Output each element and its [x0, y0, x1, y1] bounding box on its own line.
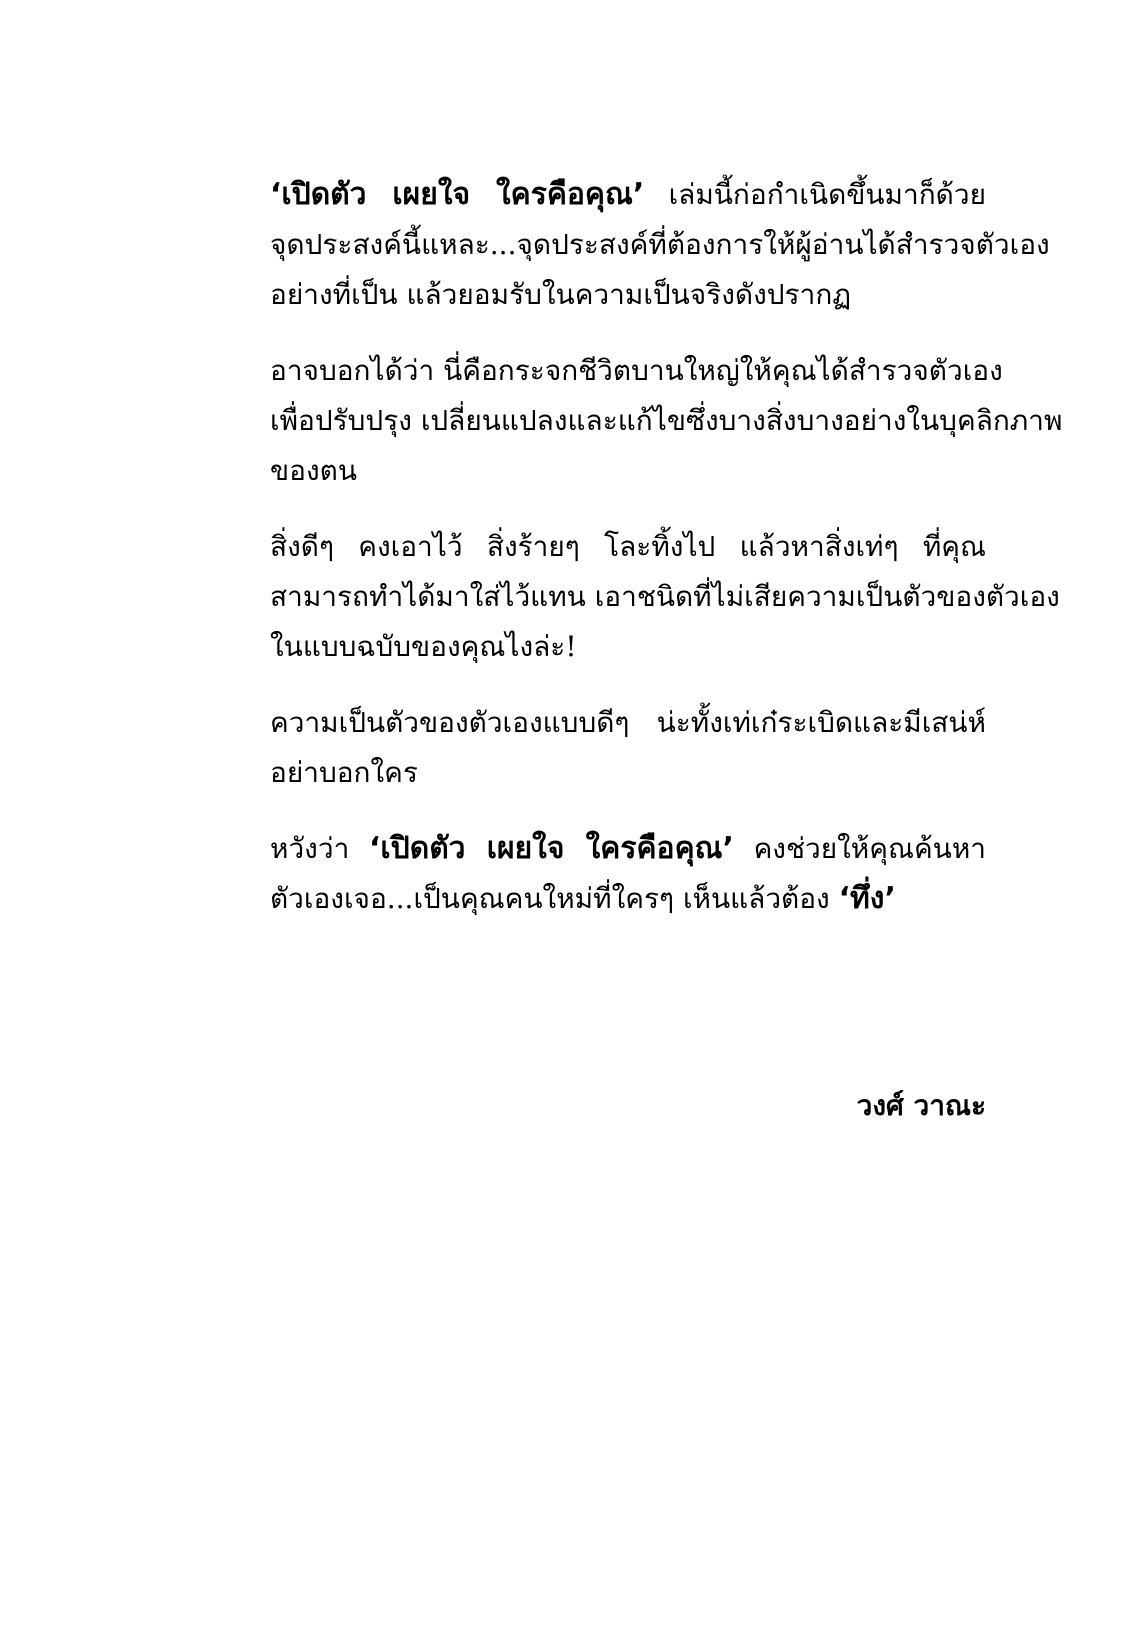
- paragraph-line: อาจบอกได้ว่า นี่คือกระจกชีวิตบานใหญ่ให้คุณได้สำรวจตัวเอง: [270, 354, 1003, 387]
- paragraph-line: เพื่อปรับปรุง เปลี่ยนแปลงและแก้ไขซึ่งบางสิ่งบางอย่างในบุคลิกภาพ: [270, 404, 1063, 437]
- text-run: คงช่วยให้คุณค้นหา: [733, 832, 987, 865]
- paragraph-line: อย่าบอกใคร: [270, 756, 418, 789]
- paragraph-3: [204, 522, 1060, 672]
- paragraph-line: ในแบบฉบับของคุณไงล่ะ!: [270, 630, 577, 663]
- paragraph-line: ความเป็นตัวของตัวเองแบบดีๆ น่ะทั้งเท่เก๋ระเบิดและมีเสน่ห์: [270, 706, 986, 739]
- paragraph-4: [204, 698, 986, 798]
- author-signature: วงศ์ วาณะ: [856, 1089, 986, 1122]
- paragraph-line: ของตน: [270, 454, 357, 487]
- paragraph-line: [204, 824, 986, 874]
- paragraph-5: [204, 824, 986, 924]
- paragraph-line: สามารถทำได้มาใส่ไว้แทน เอาชนิดที่ไม่เสียความเป็นตัวของตัวเอง: [270, 580, 1060, 613]
- paragraph-line: สิ่งดีๆ คงเอาไว้ สิ่งร้ายๆ โละทิ้งไป แล้วหาสิ่งเท่ๆ ที่คุณ: [270, 530, 986, 563]
- text-run: เล่มนี้ก่อกำเนิดขึ้นมาก็ด้วย: [644, 178, 986, 211]
- paragraph-line: [204, 874, 986, 924]
- paragraph-line: จุดประสงค์นี้แหละ...จุดประสงค์ที่ต้องการให้ผู้อ่านได้สำรวจตัวเอง: [270, 228, 1050, 261]
- paragraph-line: [204, 170, 986, 220]
- text-run: ตัวเองเจอ...เป็นคุณคนใหม่ที่ใครๆ เห็นแล้วต้อง: [270, 882, 839, 915]
- document-body: [204, 170, 1063, 950]
- book-title-bold: ‘เปิดตัว เผยใจ ใครคือคุณ’: [270, 177, 645, 212]
- text-run: หวังว่า: [270, 832, 370, 865]
- paragraph-1: [204, 170, 1050, 320]
- emphasis-bold: ‘ทึ่ง’: [838, 881, 896, 916]
- book-title-bold: ‘เปิดตัว เผยใจ ใครคือคุณ’: [369, 831, 734, 866]
- paragraph-2: [204, 346, 1063, 496]
- paragraph-line: อย่างที่เป็น แล้วยอมรับในความเป็นจริงดังปรากฏ: [270, 278, 852, 311]
